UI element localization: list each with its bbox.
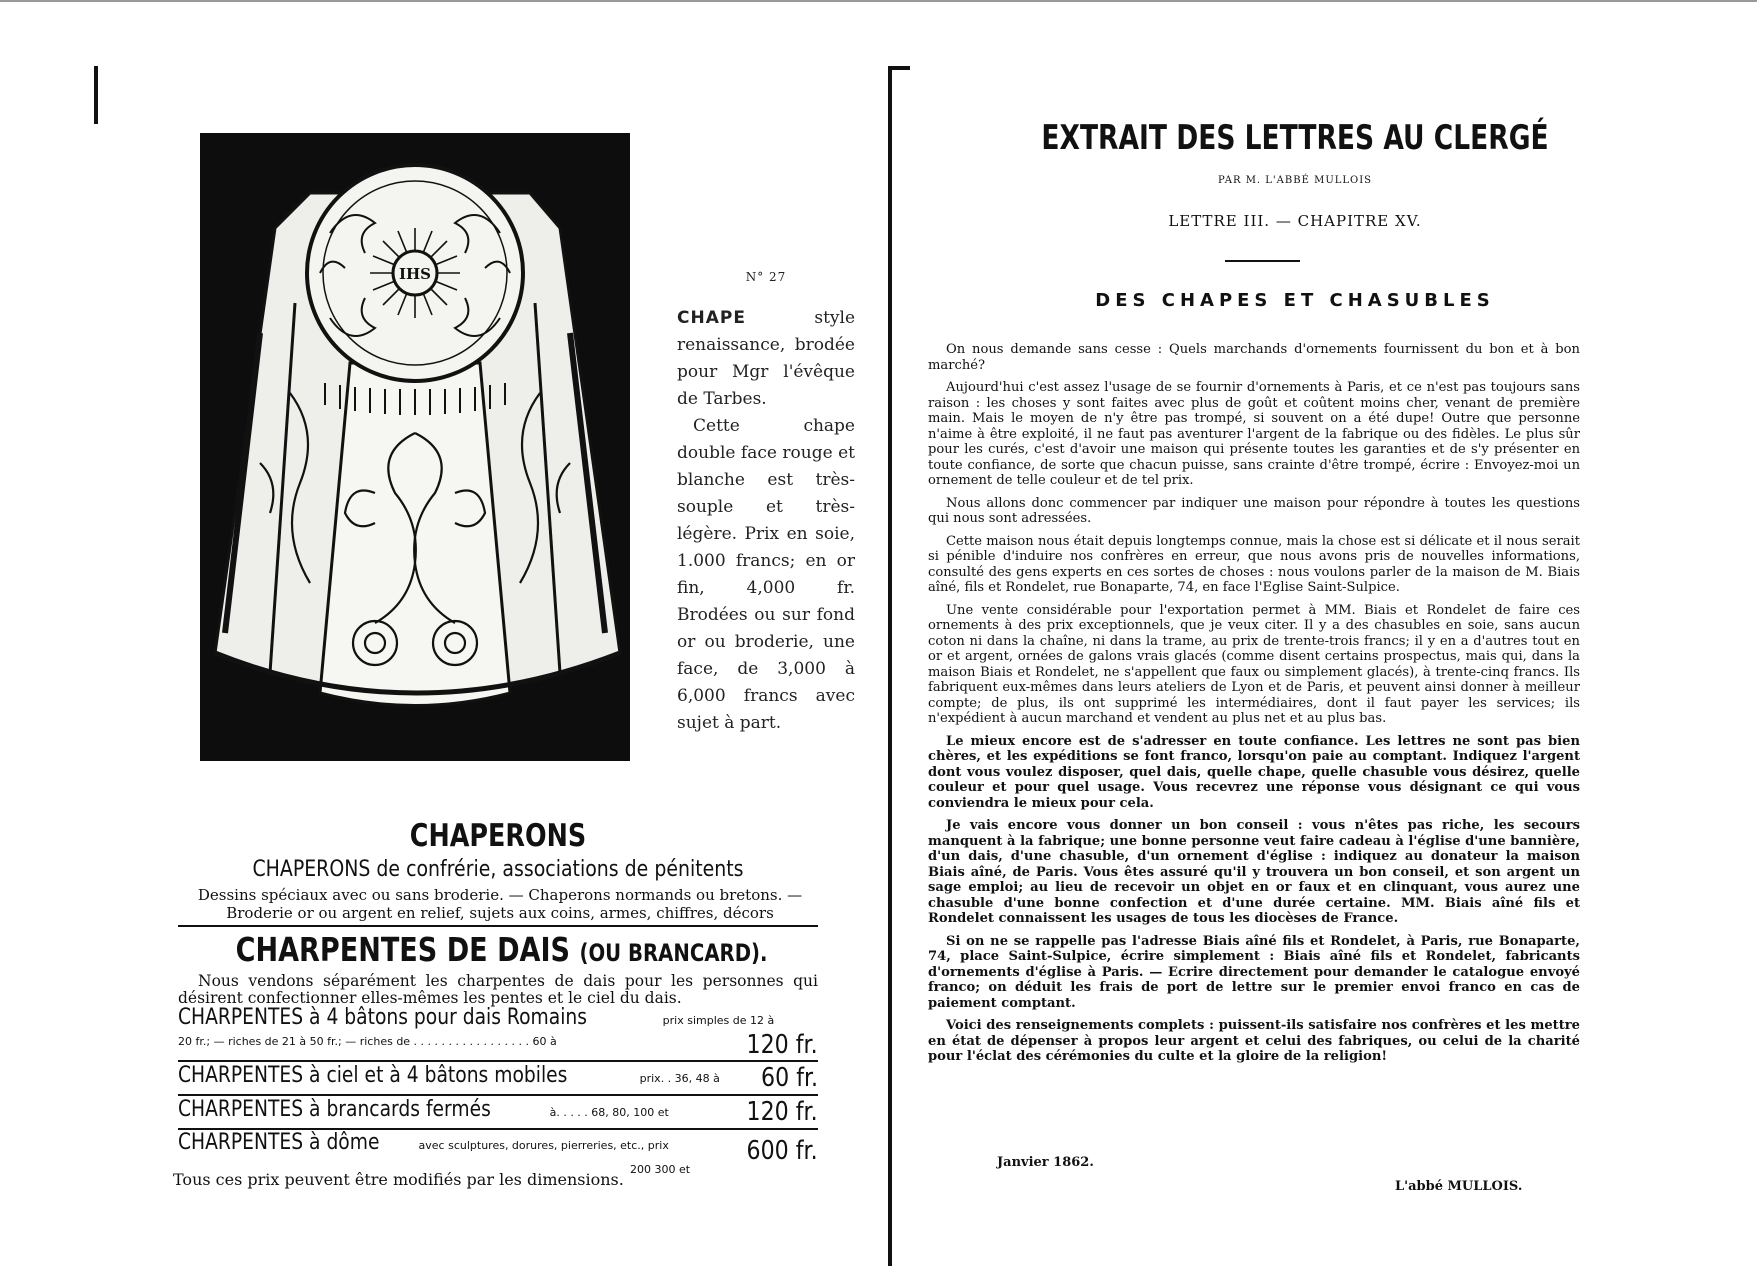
chapter-line: LETTRE III. — CHAPITRE XV. [1168, 212, 1422, 230]
row-rule [178, 1094, 818, 1096]
price-row [178, 1063, 818, 1095]
price-row-name: CHARPENTES à ciel et à 4 bâtons mobiles [178, 1063, 568, 1088]
dais-description: Nous vendons séparément les charpentes de dais pour les personnes qui désirent confectionner elles-mêmes les pentes et le ciel du dais. [178, 972, 818, 1007]
paragraph: Je vais encore vous donner un bon conseil : vous n'êtes pas riche, les secours manquent à la fabrique; une bonne personne veut faire cadeau à l'église d'une bannière, d'un dais, d'une chasuble, d'un ornement d'église : indiquez au donateur la maison Biais aîné, de Paris. Vous êtes assuré qu'il y trouvera un bon conseil, et son argent un sage emploi; au lieu de recevoir un objet en or faux et en clinquant, vous aurez une chasuble d'une bonne confection et d'une durée certaine. MM. Biais aîné fils et Rondelet connaissent les usages de tous les diocèses de France. [928, 818, 1580, 926]
paragraph: Voici des renseignements complets : puissent-ils satisfaire nos confrères et les mettre en état de dépenser à propos leur argent et celui des fabriques, ou celui de la charité pour l'éclat des cérémonies du culte et la gloire de la religion! [928, 1018, 1580, 1064]
price-row-detail: prix simples de 12 à [659, 1014, 775, 1027]
plate-number: N° 27 [745, 270, 787, 284]
section-rule [178, 925, 818, 927]
plate-caption [677, 264, 855, 737]
section-heading: DES CHAPES ET CHASUBLES [1095, 290, 1495, 311]
caption-text2: Cette chape double face rouge et blanche est très-souple et très-légère. Prix en soie, 1.000 francs; en or fin, 4,000 fr. Brodées ou sur fond or ou broderie, une face, de 3,000 à 6,000 francs avec sujet à part. [677, 416, 855, 733]
signature: L'abbé MULLOIS. [1395, 1179, 1523, 1194]
row-rule [178, 1060, 818, 1062]
price-row-name: CHARPENTES à 4 bâtons pour dais Romains [178, 1005, 587, 1030]
caption-paragraph [677, 305, 855, 413]
svg-text:IHS: IHS [398, 265, 432, 283]
page-edge-mark [888, 66, 910, 70]
letter-body [928, 342, 1580, 1072]
price-row [178, 1030, 818, 1062]
price-row [178, 1097, 818, 1129]
chaperons-description: Dessins spéciaux avec ou sans broderie. — Chaperons normands ou bretons. — Broderie or ou argent en relief, sujets aux coins, armes, chiffres, décors [197, 886, 803, 922]
right-page [880, 0, 1757, 1286]
dome-prices: 200 300 et [630, 1163, 691, 1176]
price-row-detail: prix. . 36, 48 à [636, 1072, 720, 1085]
paragraph: Une vente considérable pour l'exportation permet à MM. Biais et Rondelet de faire ces ornements à des prix exceptionnels, que je veux citer. Il y a des chasubles en soie, sans aucun coton ni dans la chaîne, ni dans la trame, au prix de trente-trois francs; il y en a d'autres tout en or et argent, ornées de galons vrais glacés (comme disent certains prospectus, mais qui, dans la maison Biais et Rondelet, ne s'appellent que faux ou simplement glacés), à trente-cinq francs. Ils fabriquent eux-mêmes dans leurs ateliers de Lyon et de Paris, et peuvent ainsi donner à meilleur compte; de plus, ils ont supprimé les intermédiaires, dont il faut payer les services; ils n'expédient à aucun marchand et vendent au plus net et au plus bas. [928, 602, 1580, 726]
chape-engraving [200, 133, 630, 761]
chaperons-heading: CHAPERONS [409, 818, 587, 854]
title-rule [1225, 260, 1300, 262]
paragraph: Le mieux encore est de s'adresser en toute confiance. Les lettres ne sont pas bien chères, et les expéditions se font franco, lorsqu'on paie au comptant. Indiquez l'argent dont vous voulez disposer, quel dais, quelle chape, quelle chasuble vous désirez, quelle couleur et pour quel usage. Vous recevrez une réponse vous désignant ce qui vous conviendra le mieux pour cela. [928, 733, 1580, 811]
price-row-detail: 20 fr.; — riches de 21 à 50 fr.; — riches de . . . . . . . . . . . . . . . . . 60 à [178, 1035, 557, 1048]
price-row-detail: à. . . . . 68, 80, 100 et [546, 1106, 669, 1119]
price-row-price: 600 fr. [746, 1136, 818, 1164]
price-row [178, 1130, 818, 1164]
price-row-price: 60 fr. [760, 1063, 818, 1093]
letter-date: Janvier 1862. [997, 1155, 1094, 1170]
price-row-name: CHARPENTES à brancards fermés [178, 1097, 491, 1122]
paragraph: Aujourd'hui c'est assez l'usage de se fournir d'ornements à Paris, et ce n'est pas toujours sans raison : les choses y sont faites avec plus de goût et coûtent moins cher, venant de première main. Mais le moyen de n'y être pas trompé, si souvent on a été dupe! Outre que personne n'aime à être exploité, il ne faut pas aventurer l'argent de la fabrique ou des fidèles. Le plus sûr pour les curés, c'est d'avoir une maison qui présente toutes les garanties et de s'y présenter en toute confiance, de sorte que chacun puisse, sans crainte d'être trompé, écrire : Envoyez-moi un ornement de telle couleur et de tel prix. [928, 380, 1580, 488]
price-note: Tous ces prix peuvent être modifiés par les dimensions. [173, 1170, 624, 1189]
dais-title: CHARPENTES DE DAIS [235, 930, 571, 969]
chaperons-subheading: CHAPERONS de confrérie, associations de pénitents [252, 857, 744, 882]
price-row-name: CHARPENTES à dôme [178, 1130, 380, 1155]
paragraph: Nous allons donc commencer par indiquer une maison pour répondre à toutes les questions qui nous sont adressées. [928, 495, 1580, 526]
price-row-detail: avec sculptures, dorures, pierreries, etc., prix [415, 1139, 669, 1152]
caption-text: style renaissance, brodée pour Mgr l'évêque de Tarbes. [677, 308, 855, 409]
paragraph: On nous demande sans cesse : Quels marchands d'ornements fournissent du bon et à bon marché? [928, 342, 1580, 373]
price-row-price: 120 fr. [746, 1030, 818, 1060]
paragraph: Cette maison nous était depuis longtemps connue, mais la chose est si délicate et il nous serait si pénible d'induire nos confrères en erreur, que nous avons pris de nouvelles informations, consulté des gens experts en ces sortes de choses : nous voulons parler de la maison de M. Biais aîné, fils et Rondelet, rue Bonaparte, 74, en face l'Eglise Saint-Sulpice. [928, 533, 1580, 595]
page-title: EXTRAIT DES LETTRES AU CLERGÉ [1041, 118, 1549, 158]
page-edge-mark [94, 66, 98, 124]
price-row-price: 120 fr. [746, 1097, 818, 1127]
paragraph: Si on ne se rappelle pas l'adresse Biais aîné fils et Rondelet, à Paris, rue Bonaparte, 74, place Saint-Sulpice, écrire simplement : Biais aîné fils et Rondelet, fabricants d'ornements d'église à Paris. — Ecrire directement pour demander le catalogue envoyé franco; on déduit les frais de port de lettre sur le premier envoi franco en cas de paiement comptant. [928, 933, 1580, 1011]
dais-heading [235, 930, 768, 969]
chape-illustration [200, 133, 630, 761]
dais-title-small: (OU BRANCARD). [579, 939, 768, 967]
page-edge-mark [888, 66, 892, 1266]
byline: PAR M. L'ABBÉ MULLOIS [1217, 175, 1373, 186]
caption-lead: CHAPE [677, 308, 746, 328]
